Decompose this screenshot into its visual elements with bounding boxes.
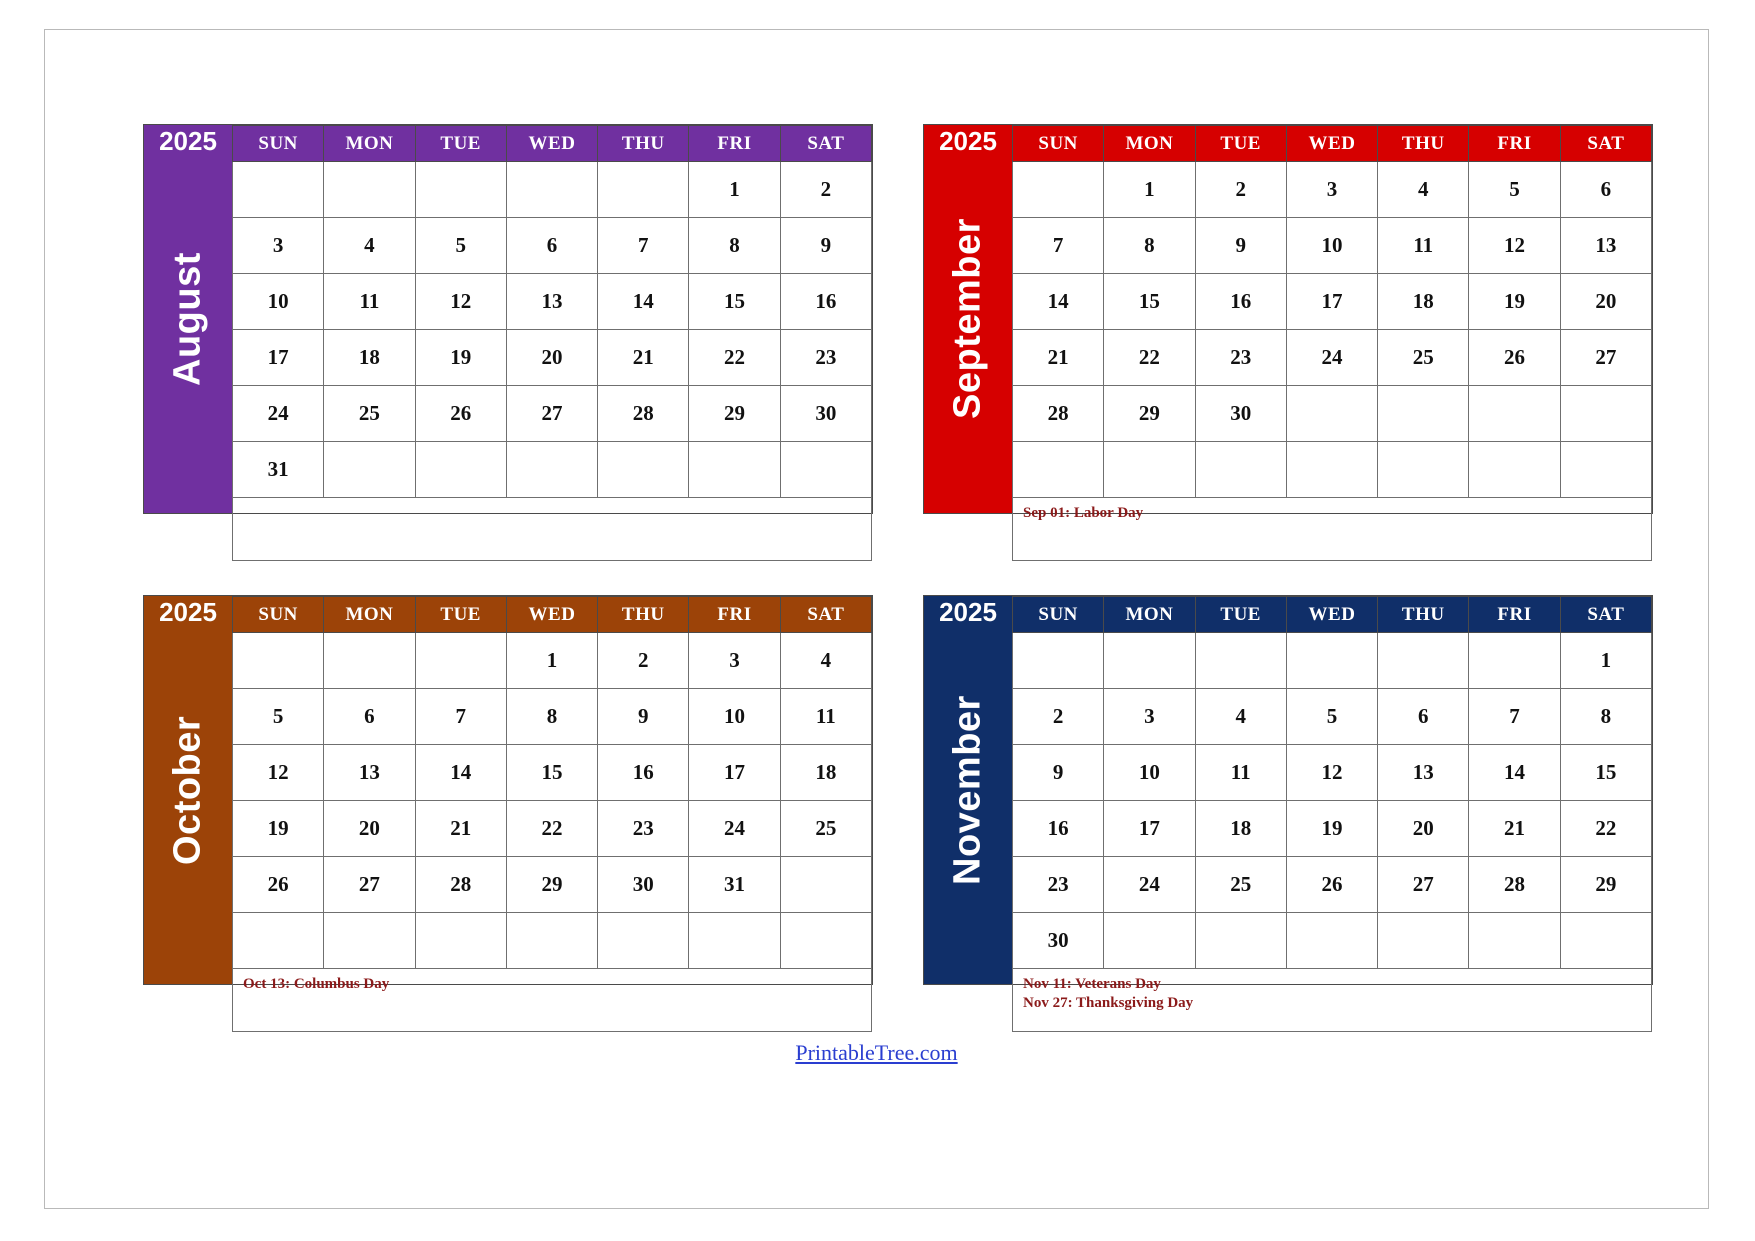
weekday-header-mon: MON [324,597,415,633]
weekday-header-tue: TUE [415,597,506,633]
weekday-header-thu: THU [598,597,689,633]
day-cell[interactable]: 1 [506,633,597,689]
day-cell-empty [780,857,871,913]
week-row [1013,162,1652,218]
month-band-september [924,125,1012,513]
day-cell[interactable]: 30 [598,857,689,913]
week-row [233,386,872,442]
day-cell[interactable]: 15 [1560,745,1651,801]
day-cell-empty [506,162,597,218]
holiday-notes-cell [1013,969,1652,1032]
weekday-header-wed: WED [506,126,597,162]
day-cell[interactable]: 26 [1469,330,1560,386]
day-cell[interactable]: 19 [415,330,506,386]
weekday-header-thu: THU [598,126,689,162]
weekday-header-tue: TUE [1195,597,1286,633]
day-cell[interactable]: 9 [1195,218,1286,274]
week-row [233,218,872,274]
day-cell[interactable]: 27 [324,857,415,913]
day-cell[interactable]: 4 [1195,689,1286,745]
weekday-header-sat: SAT [780,126,871,162]
week-row [1013,801,1652,857]
weekday-header-fri: FRI [1469,126,1560,162]
day-cell[interactable]: 7 [415,689,506,745]
day-cell-empty [1378,913,1469,969]
day-cell-empty [1286,386,1377,442]
week-row [1013,689,1652,745]
day-cell[interactable]: 11 [780,689,871,745]
month-body-september [1013,162,1652,561]
holiday-note: Nov 27: Thanksgiving Day [1023,994,1194,1011]
day-cell[interactable]: 14 [415,745,506,801]
month-table-october [232,596,872,1032]
day-cell-empty [598,913,689,969]
day-cell[interactable]: 13 [1378,745,1469,801]
day-cell[interactable]: 22 [1560,801,1651,857]
weekday-header-mon: MON [1104,126,1195,162]
day-cell[interactable]: 9 [780,218,871,274]
holiday-notes-cell [1013,498,1652,561]
day-cell-empty [233,162,324,218]
day-cell[interactable]: 8 [506,689,597,745]
weekday-header-row [233,597,872,633]
day-cell[interactable]: 3 [1104,689,1195,745]
day-cell[interactable]: 14 [598,274,689,330]
day-cell[interactable]: 23 [780,330,871,386]
day-cell-empty [780,913,871,969]
month-name-august: August [166,252,209,386]
day-cell-empty [506,442,597,498]
day-cell[interactable]: 12 [233,745,324,801]
day-cell-empty [1195,442,1286,498]
day-cell-empty [598,442,689,498]
day-cell[interactable]: 16 [598,745,689,801]
day-cell[interactable]: 22 [689,330,780,386]
day-cell-empty [689,442,780,498]
week-row [233,633,872,689]
day-cell[interactable]: 14 [1469,745,1560,801]
day-cell[interactable]: 28 [1469,857,1560,913]
day-cell[interactable]: 5 [1286,689,1377,745]
day-cell-empty [233,913,324,969]
day-cell[interactable]: 30 [1195,386,1286,442]
day-cell-empty [415,913,506,969]
holiday-note: Nov 11: Veterans Day [1023,976,1161,992]
day-cell[interactable]: 19 [1469,274,1560,330]
day-cell[interactable]: 17 [233,330,324,386]
weekday-header-sun: SUN [1013,597,1104,633]
week-row [233,913,872,969]
day-cell-empty [1469,633,1560,689]
week-row [1013,442,1652,498]
day-cell-empty [1013,442,1104,498]
day-cell[interactable]: 17 [1286,274,1377,330]
day-cell-empty [1469,442,1560,498]
weekday-header-sat: SAT [1560,126,1651,162]
day-cell[interactable]: 22 [1104,330,1195,386]
day-cell[interactable]: 29 [1560,857,1651,913]
calendar-november [923,595,1653,1011]
day-cell[interactable]: 6 [1378,689,1469,745]
weekday-header-tue: TUE [1195,126,1286,162]
day-cell[interactable]: 18 [324,330,415,386]
month-table-september [1012,125,1652,561]
day-cell[interactable]: 26 [1286,857,1377,913]
day-cell-empty [598,162,689,218]
calendar-august [143,124,873,514]
day-cell[interactable]: 22 [506,801,597,857]
day-cell[interactable]: 17 [1104,801,1195,857]
week-row [233,801,872,857]
week-row [233,330,872,386]
day-cell-empty [689,913,780,969]
day-cell-empty [233,633,324,689]
day-cell[interactable]: 2 [780,162,871,218]
day-cell[interactable]: 15 [689,274,780,330]
day-cell[interactable]: 4 [324,218,415,274]
weekday-header-wed: WED [1286,126,1377,162]
day-cell[interactable]: 20 [324,801,415,857]
day-cell-empty [1378,386,1469,442]
day-cell-empty [324,442,415,498]
day-cell-empty [1013,633,1104,689]
day-cell[interactable]: 8 [689,218,780,274]
day-cell[interactable]: 23 [1013,857,1104,913]
day-cell-empty [415,633,506,689]
weekday-header-row [1013,597,1652,633]
day-cell[interactable]: 26 [233,857,324,913]
day-cell[interactable]: 2 [1195,162,1286,218]
day-cell-empty [1286,442,1377,498]
month-table-wrap-november [1012,596,1652,1011]
holiday-notes-cell [233,498,872,561]
day-cell[interactable]: 14 [1013,274,1104,330]
day-cell[interactable]: 6 [1560,162,1651,218]
day-cell-empty [324,913,415,969]
month-band-november [924,596,1012,984]
day-cell-empty [1469,386,1560,442]
week-row [1013,218,1652,274]
day-cell-empty [1286,913,1377,969]
day-cell[interactable]: 25 [1195,857,1286,913]
footer [45,1040,1708,1066]
day-cell[interactable]: 7 [1469,689,1560,745]
month-band-august [144,125,232,513]
day-cell[interactable]: 3 [689,633,780,689]
day-cell-empty [1104,913,1195,969]
day-cell[interactable]: 11 [1195,745,1286,801]
day-cell-empty [1378,442,1469,498]
day-cell-empty [780,442,871,498]
month-body-october [233,633,872,1032]
day-cell[interactable]: 8 [1560,689,1651,745]
day-cell[interactable]: 5 [1469,162,1560,218]
month-body-november [1013,633,1652,1032]
month-table-wrap-october [232,596,872,992]
footer-link[interactable]: PrintableTree.com [795,1040,958,1065]
day-cell[interactable]: 30 [1013,913,1104,969]
day-cell-empty [1469,913,1560,969]
day-cell[interactable]: 24 [689,801,780,857]
week-row [233,274,872,330]
day-cell[interactable]: 18 [1378,274,1469,330]
day-cell[interactable]: 25 [324,386,415,442]
weekday-header-fri: FRI [689,597,780,633]
holiday-notes-cell [233,969,872,1032]
day-cell[interactable]: 3 [233,218,324,274]
weekday-header-row [1013,126,1652,162]
day-cell[interactable]: 11 [1378,218,1469,274]
day-cell[interactable]: 26 [415,386,506,442]
day-cell-empty [1560,913,1651,969]
day-cell-empty [1104,633,1195,689]
weekday-header-fri: FRI [1469,597,1560,633]
day-cell[interactable]: 13 [324,745,415,801]
day-cell-empty [324,162,415,218]
day-cell[interactable]: 27 [1378,857,1469,913]
day-cell[interactable]: 20 [1378,801,1469,857]
day-cell-empty [1560,386,1651,442]
weekday-header-wed: WED [506,597,597,633]
weekday-header-sun: SUN [233,126,324,162]
week-row [233,442,872,498]
day-cell[interactable]: 15 [506,745,597,801]
day-cell-empty [324,633,415,689]
year-label-october: 2025 [144,596,232,629]
day-cell[interactable]: 6 [506,218,597,274]
day-cell-empty [1013,162,1104,218]
day-cell[interactable]: 18 [1195,801,1286,857]
day-cell[interactable]: 29 [1104,386,1195,442]
day-cell[interactable]: 29 [506,857,597,913]
day-cell[interactable]: 28 [1013,386,1104,442]
holiday-notes-row [233,969,872,1032]
week-row [1013,857,1652,913]
year-label-september: 2025 [924,125,1012,158]
week-row [1013,913,1652,969]
weekday-header-fri: FRI [689,126,780,162]
day-cell[interactable]: 17 [689,745,780,801]
month-body-august [233,162,872,561]
day-cell[interactable]: 9 [1013,745,1104,801]
day-cell[interactable]: 12 [415,274,506,330]
day-cell[interactable]: 4 [1378,162,1469,218]
weekday-header-sun: SUN [233,597,324,633]
day-cell[interactable]: 1 [689,162,780,218]
day-cell[interactable]: 10 [1286,218,1377,274]
calendar-page [44,29,1709,1209]
day-cell[interactable]: 21 [415,801,506,857]
week-row [1013,745,1652,801]
day-cell[interactable]: 30 [780,386,871,442]
day-cell[interactable]: 10 [1104,745,1195,801]
week-row [1013,386,1652,442]
month-name-september: September [946,218,989,420]
holiday-note: Oct 13: Columbus Day [243,976,390,992]
day-cell[interactable]: 5 [415,218,506,274]
weekday-header-thu: THU [1378,597,1469,633]
holiday-notes-row [1013,969,1652,1032]
day-cell[interactable]: 23 [598,801,689,857]
day-cell[interactable]: 16 [780,274,871,330]
week-row [1013,633,1652,689]
weekday-header-sat: SAT [1560,597,1651,633]
month-band-october [144,596,232,984]
day-cell[interactable]: 20 [506,330,597,386]
day-cell[interactable]: 28 [598,386,689,442]
day-cell[interactable]: 5 [233,689,324,745]
weekday-header-row [233,126,872,162]
day-cell[interactable]: 7 [598,218,689,274]
day-cell[interactable]: 21 [1013,330,1104,386]
day-cell[interactable]: 6 [324,689,415,745]
day-cell-empty [1560,442,1651,498]
day-cell[interactable]: 31 [233,442,324,498]
weekday-header-thu: THU [1378,126,1469,162]
day-cell[interactable]: 21 [598,330,689,386]
day-cell[interactable]: 24 [1104,857,1195,913]
day-cell[interactable]: 21 [1469,801,1560,857]
day-cell[interactable]: 12 [1286,745,1377,801]
day-cell[interactable]: 11 [324,274,415,330]
weekday-header-sat: SAT [780,597,871,633]
day-cell[interactable]: 10 [689,689,780,745]
day-cell[interactable]: 1 [1104,162,1195,218]
week-row [1013,274,1652,330]
day-cell[interactable]: 27 [1560,330,1651,386]
day-cell[interactable]: 24 [1286,330,1377,386]
year-label-november: 2025 [924,596,1012,629]
day-cell[interactable]: 13 [506,274,597,330]
holiday-notes-row [1013,498,1652,561]
day-cell[interactable]: 27 [506,386,597,442]
year-label-august: 2025 [144,125,232,158]
day-cell[interactable]: 2 [598,633,689,689]
day-cell[interactable]: 12 [1469,218,1560,274]
day-cell[interactable]: 25 [780,801,871,857]
day-cell[interactable]: 19 [233,801,324,857]
day-cell[interactable]: 18 [780,745,871,801]
day-cell[interactable]: 15 [1104,274,1195,330]
month-name-november: November [946,695,989,885]
day-cell[interactable]: 31 [689,857,780,913]
day-cell[interactable]: 23 [1195,330,1286,386]
day-cell-empty [1195,913,1286,969]
day-cell[interactable]: 20 [1560,274,1651,330]
weekday-header-mon: MON [324,126,415,162]
holiday-note: Sep 01: Labor Day [1023,505,1144,521]
month-table-august [232,125,872,561]
day-cell-empty [506,913,597,969]
day-cell[interactable]: 7 [1013,218,1104,274]
day-cell[interactable]: 10 [233,274,324,330]
day-cell[interactable]: 8 [1104,218,1195,274]
day-cell[interactable]: 16 [1195,274,1286,330]
weekday-header-wed: WED [1286,597,1377,633]
day-cell[interactable]: 1 [1560,633,1651,689]
month-table-november [1012,596,1652,1032]
day-cell[interactable]: 19 [1286,801,1377,857]
day-cell-empty [415,162,506,218]
week-row [1013,330,1652,386]
day-cell[interactable]: 9 [598,689,689,745]
week-row [233,745,872,801]
day-cell[interactable]: 25 [1378,330,1469,386]
week-row [233,162,872,218]
day-cell[interactable]: 28 [415,857,506,913]
day-cell[interactable]: 4 [780,633,871,689]
day-cell-empty [1378,633,1469,689]
calendar-october [143,595,873,992]
weekday-header-mon: MON [1104,597,1195,633]
day-cell-empty [1104,442,1195,498]
month-table-wrap-september [1012,125,1652,521]
day-cell-empty [1286,633,1377,689]
holiday-notes-row [233,498,872,561]
weekday-header-tue: TUE [415,126,506,162]
day-cell[interactable]: 24 [233,386,324,442]
month-table-wrap-august [232,125,872,513]
month-name-october: October [166,715,209,865]
day-cell-empty [1195,633,1286,689]
day-cell[interactable]: 2 [1013,689,1104,745]
week-row [233,857,872,913]
calendar-september [923,124,1653,521]
day-cell-empty [415,442,506,498]
day-cell[interactable]: 13 [1560,218,1651,274]
day-cell[interactable]: 16 [1013,801,1104,857]
weekday-header-sun: SUN [1013,126,1104,162]
week-row [233,689,872,745]
calendar-grid [45,30,1708,1208]
day-cell[interactable]: 29 [689,386,780,442]
day-cell[interactable]: 3 [1286,162,1377,218]
